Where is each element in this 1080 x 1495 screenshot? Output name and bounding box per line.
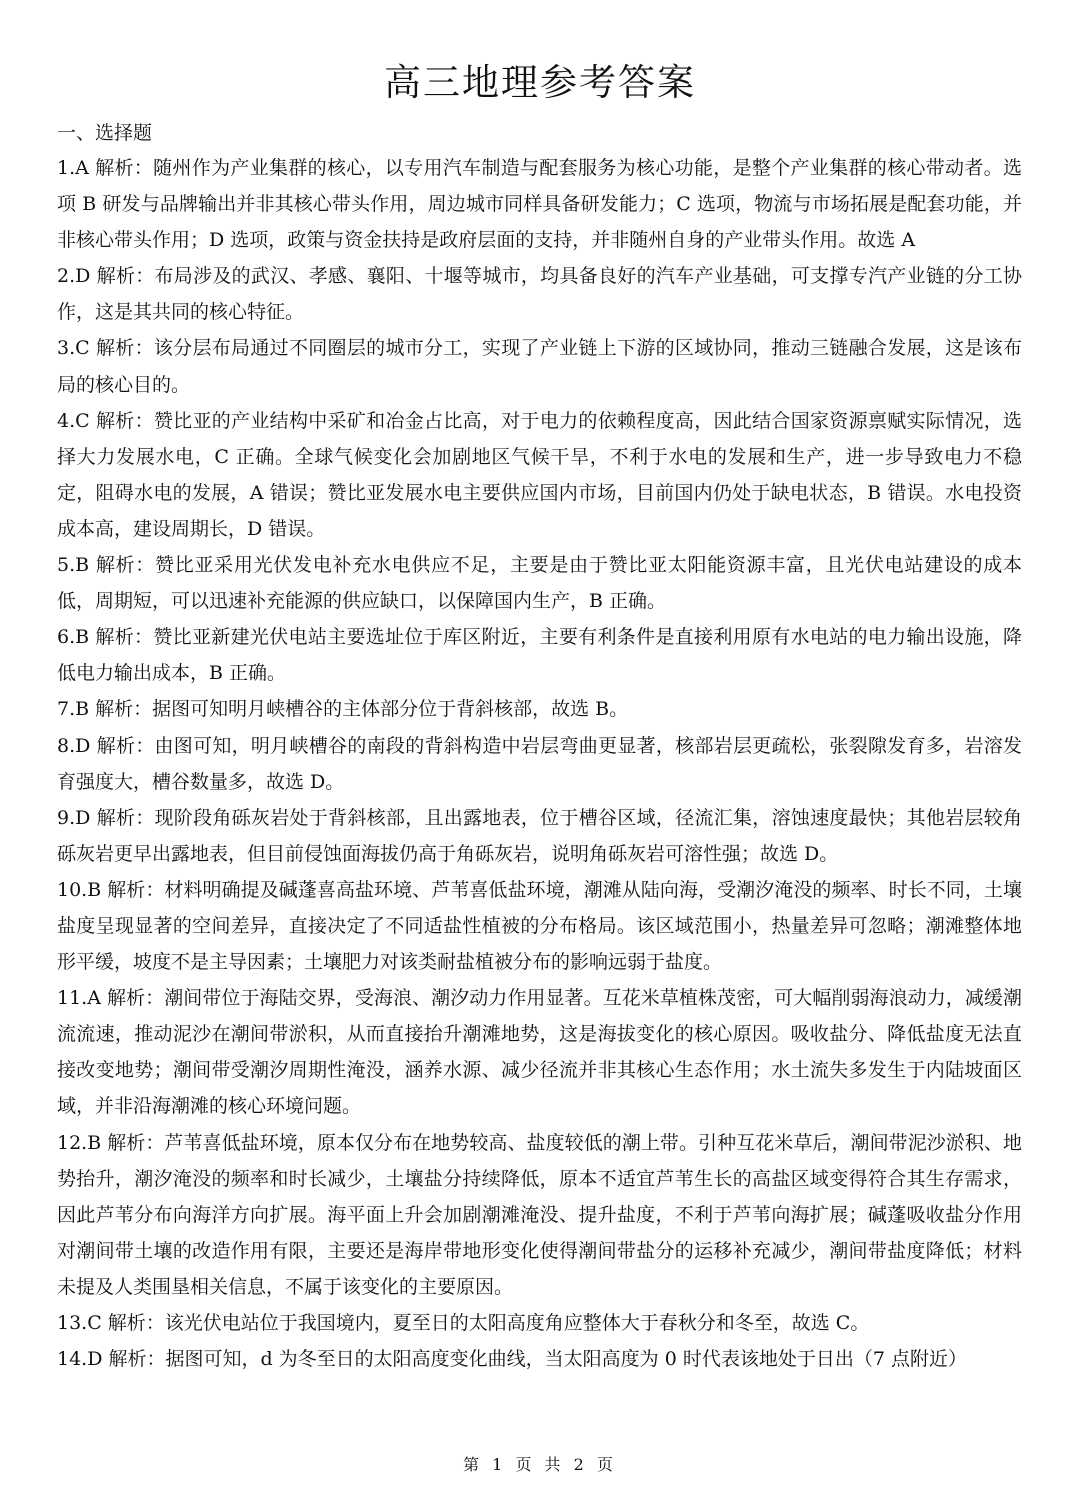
answer-item — [57, 1305, 1022, 1341]
answer-item — [57, 872, 1022, 980]
answer-number: 4.C — [57, 409, 90, 432]
answer-text: 解析：芦苇喜低盐环境，原本仅分布在地势较高、盐度较低的潮上带。引种互花米草后，潮间带泥沙淤积、地势抬升，潮汐淹没的频率和时长减少，土壤盐分持续降低，原本不适宜芦苇生长的高盐区域变得符合其生存需求，因此芦苇分布向海洋方向扩展。海平面上升会加剧潮滩淹没、提升盐度，不利于芦苇向海扩展；碱蓬吸收盐分作用对潮间带土壤的改造作用有限，主要还是海岸带地形变化使得潮间带盐分的运移补充减少，潮间带盐度降低；材料未提及人类围垦相关信息，不属于该变化的主要原因。 — [57, 1131, 1022, 1298]
answer-text: 解析：据图可知明月峡槽谷的主体部分位于背斜核部，故选 B。 — [95, 698, 629, 721]
answer-text: 解析：由图可知，明月峡槽谷的南段的背斜构造中岩层弯曲更显著，核部岩层更疏松，张裂隙发育多，岩溶发育强度大，槽谷数量多，故选 D。 — [57, 734, 1022, 793]
answer-text: 解析：赞比亚新建光伏电站主要选址位于库区附近，主要有利条件是直接利用原有水电站的电力输出设施，降低电力输出成本，B 正确。 — [57, 626, 1022, 685]
answer-number: 3.C — [57, 337, 90, 360]
answer-number: 9.D — [57, 806, 91, 829]
page-footer: 第 1 页 共 2 页 — [463, 1455, 617, 1474]
answer-number: 8.D — [57, 734, 91, 757]
answer-number: 13.C — [57, 1312, 102, 1334]
answer-item — [57, 1125, 1022, 1305]
page-title: 高三地理参考答案 — [384, 61, 696, 104]
answer-item — [57, 403, 1022, 547]
answer-item — [57, 800, 1022, 872]
answer-text: 解析：该分层布局通过不同圈层的城市分工，实现了产业链上下游的区域协同，推动三链融合发展，这是该布局的核心目的。 — [57, 337, 1022, 396]
answer-text: 解析：潮间带位于海陆交界，受海浪、潮汐动力作用显著。互花米草植株茂密，可大幅削弱海浪动力，减缓潮流流速，推动泥沙在潮间带淤积，从而直接抬升潮滩地势，这是海拔变化的核心原因。吸收盐分、降低盐度无法直接改变地势；潮间带受潮汐周期性淹没，涵养水源、减少径流并非其核心生态作用；水土流失多发生于内陆坡面区域，并非沿海潮滩的核心环境问题。 — [57, 987, 1022, 1118]
answer-item — [57, 728, 1022, 800]
answer-number: 2.D — [57, 265, 91, 288]
answer-number: 11.A — [57, 987, 101, 1010]
answer-text: 解析：材料明确提及碱蓬喜高盐环境、芦苇喜低盐环境，潮滩从陆向海，受潮汐淹没的频率、时长不同，土壤盐度呈现显著的空间差异，直接决定了不同适盐性植被的分布格局。该区域范围小，热量差异可忽略；潮滩整体地形平缓，坡度不是主导因素；土壤肥力对该类耐盐植被分布的影响远弱于盐度。 — [57, 878, 1022, 974]
answer-text: 解析：据图可知，d 为冬至日的太阳高度变化曲线，当太阳高度为 0 时代表该地处于日出（7 点附近） — [108, 1348, 967, 1371]
answer-item — [57, 258, 1022, 330]
answer-item — [57, 691, 1022, 727]
answer-item — [57, 1341, 1022, 1377]
answer-text: 解析：现阶段角砾灰岩处于背斜核部，且出露地表，位于槽谷区域，径流汇集，溶蚀速度最快；其他岩层较角砾灰岩更早出露地表，但目前侵蚀面海拔仍高于角砾灰岩，说明角砾灰岩可溶性强；故选 D。 — [57, 806, 1022, 865]
answer-list — [57, 150, 1022, 1377]
answer-number: 5.B — [57, 554, 90, 577]
answer-text: 解析：布局涉及的武汉、孝感、襄阳、十堰等城市，均具备良好的汽车产业基础，可支撑专汽产业链的分工协作，这是其共同的核心特征。 — [57, 265, 1022, 324]
answer-item — [57, 980, 1022, 1124]
answer-number: 14.D — [57, 1348, 103, 1371]
answer-item — [57, 619, 1022, 691]
answer-text: 解析：随州作为产业集群的核心，以专用汽车制造与配套服务为核心功能，是整个产业集群的核心带动者。选项 B 研发与品牌输出并非其核心带头作用，周边城市同样具备研发能力；C 选项，物流与市场拓展是配套功能，并非核心带头作用；D 选项，政策与资金扶持是政府层面的支持，并非随州自身的产业带头作用。故选 A — [57, 157, 1022, 252]
answer-number: 6.B — [57, 626, 90, 649]
answer-item — [57, 330, 1022, 402]
section-heading: 一、选择题 — [57, 122, 153, 144]
answer-number: 10.B — [57, 878, 102, 901]
answer-text: 解析：赞比亚采用光伏发电补充水电供应不足，主要是由于赞比亚太阳能资源丰富，且光伏电站建设的成本低，周期短，可以迅速补充能源的供应缺口，以保障国内生产，B 正确。 — [57, 554, 1022, 613]
answer-text: 解析：该光伏电站位于我国境内，夏至日的太阳高度角应整体大于春秋分和冬至，故选 C。 — [107, 1312, 870, 1334]
answer-item — [57, 547, 1022, 619]
answer-number: 12.B — [57, 1131, 102, 1154]
answer-item — [57, 150, 1022, 258]
answer-number: 1.A — [57, 157, 89, 179]
answer-number: 7.B — [57, 698, 90, 721]
answer-text: 解析：赞比亚的产业结构中采矿和冶金占比高，对于电力的依赖程度高，因此结合国家资源禀赋实际情况，选择大力发展水电，C 正确。全球气候变化会加剧地区气候干旱，不利于水电的发展和生产，进一步导致电力不稳定，阻碍水电的发展，A 错误；赞比亚发展水电主要供应国内市场，目前国内仍处于缺电状态，B 错误。水电投资成本高，建设周期长，D 错误。 — [57, 409, 1022, 540]
